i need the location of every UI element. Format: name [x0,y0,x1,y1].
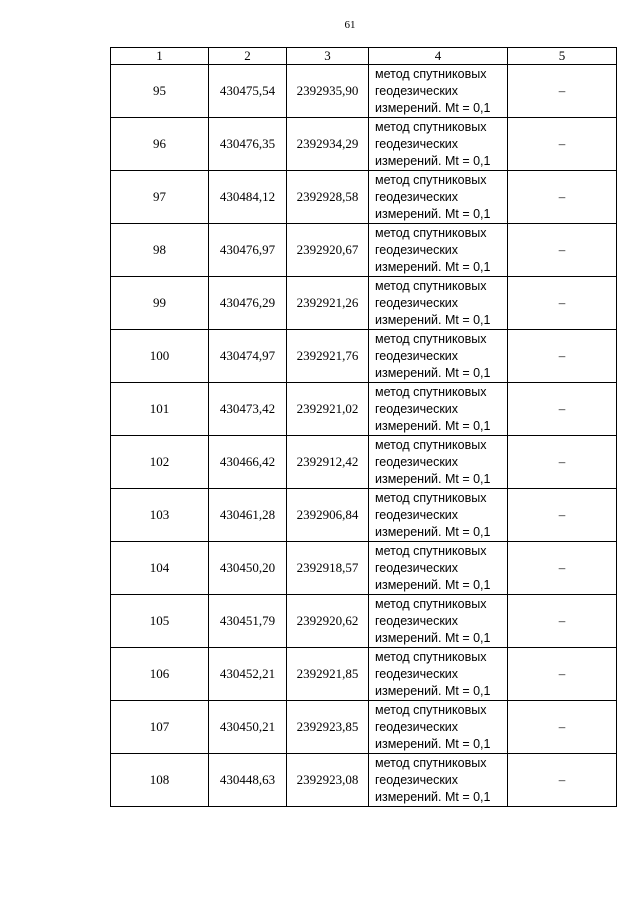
method-cell [369,754,508,807]
col5-value: – [508,330,617,383]
coord-y: 2392921,02 [287,383,369,436]
table-row [111,171,617,224]
method-line: метод спутниковых [375,384,487,399]
col5-value: – [508,648,617,701]
method-line: геодезических [375,454,459,469]
table-row [111,383,617,436]
method-line: геодезических [375,401,459,416]
coord-x: 430476,97 [209,224,287,277]
method-line: измерений. Mt = 0,1 [375,789,491,804]
method-cell [369,436,508,489]
point-number: 97 [111,171,209,224]
method-line: измерений. Mt = 0,1 [375,471,491,486]
table-row [111,489,617,542]
method-line: измерений. Mt = 0,1 [375,736,491,751]
method-line: геодезических [375,348,459,363]
table-row [111,754,617,807]
method-line: геодезических [375,719,459,734]
method-line: метод спутниковых [375,596,487,611]
col5-value: – [508,171,617,224]
method-line: геодезических [375,507,459,522]
coord-x: 430476,35 [209,118,287,171]
method-cell [369,330,508,383]
coord-y: 2392920,62 [287,595,369,648]
coord-y: 2392921,26 [287,277,369,330]
method-line: измерений. Mt = 0,1 [375,259,491,274]
method-line: метод спутниковых [375,437,487,452]
coord-y: 2392920,67 [287,224,369,277]
point-number: 106 [111,648,209,701]
method-line: метод спутниковых [375,172,487,187]
col5-value: – [508,436,617,489]
method-line: измерений. Mt = 0,1 [375,153,491,168]
method-line: измерений. Mt = 0,1 [375,418,491,433]
table-row [111,224,617,277]
table-row [111,701,617,754]
method-line: геодезических [375,613,459,628]
method-line: геодезических [375,295,459,310]
method-line: геодезических [375,772,459,787]
table-row [111,65,617,118]
method-line: геодезических [375,242,459,257]
method-cell [369,542,508,595]
coord-x: 430474,97 [209,330,287,383]
method-line: метод спутниковых [375,331,487,346]
coord-x: 430450,20 [209,542,287,595]
table-row [111,595,617,648]
coord-x: 430484,12 [209,171,287,224]
method-line: геодезических [375,136,459,151]
col5-value: – [508,754,617,807]
col5-value: – [508,489,617,542]
method-line: метод спутниковых [375,755,487,770]
point-number: 107 [111,701,209,754]
coordinates-table [110,47,617,807]
point-number: 104 [111,542,209,595]
method-line: измерений. Mt = 0,1 [375,630,491,645]
table-row [111,330,617,383]
header-col-2: 2 [209,48,287,65]
coord-x: 430451,79 [209,595,287,648]
coord-y: 2392923,85 [287,701,369,754]
method-cell [369,489,508,542]
col5-value: – [508,595,617,648]
header-col-3: 3 [287,48,369,65]
method-cell [369,383,508,436]
col5-value: – [508,118,617,171]
method-line: измерений. Mt = 0,1 [375,206,491,221]
coord-x: 430475,54 [209,65,287,118]
method-line: измерений. Mt = 0,1 [375,683,491,698]
coord-y: 2392934,29 [287,118,369,171]
coord-y: 2392935,90 [287,65,369,118]
method-line: метод спутниковых [375,702,487,717]
col5-value: – [508,383,617,436]
point-number: 102 [111,436,209,489]
col5-value: – [508,542,617,595]
method-line: геодезических [375,83,459,98]
coord-y: 2392912,42 [287,436,369,489]
method-line: метод спутниковых [375,225,487,240]
method-cell [369,701,508,754]
point-number: 101 [111,383,209,436]
table-row [111,648,617,701]
method-line: метод спутниковых [375,278,487,293]
header-col-5: 5 [508,48,617,65]
method-cell [369,65,508,118]
method-line: метод спутниковых [375,119,487,134]
method-cell [369,171,508,224]
method-line: метод спутниковых [375,66,487,81]
coord-x: 430450,21 [209,701,287,754]
coord-x: 430452,21 [209,648,287,701]
point-number: 100 [111,330,209,383]
coord-x: 430461,28 [209,489,287,542]
point-number: 108 [111,754,209,807]
col5-value: – [508,224,617,277]
method-line: геодезических [375,189,459,204]
col5-value: – [508,277,617,330]
coord-y: 2392921,76 [287,330,369,383]
table-row [111,436,617,489]
method-line: метод спутниковых [375,490,487,505]
method-line: измерений. Mt = 0,1 [375,524,491,539]
table-header [111,48,617,65]
header-col-4: 4 [369,48,508,65]
method-cell [369,118,508,171]
coord-y: 2392921,85 [287,648,369,701]
method-cell [369,224,508,277]
coord-x: 430448,63 [209,754,287,807]
point-number: 105 [111,595,209,648]
table-row [111,277,617,330]
page-number: 61 [344,19,356,31]
header-col-1: 1 [111,48,209,65]
coord-x: 430476,29 [209,277,287,330]
coord-y: 2392923,08 [287,754,369,807]
coord-y: 2392906,84 [287,489,369,542]
coord-x: 430473,42 [209,383,287,436]
col5-value: – [508,65,617,118]
method-line: метод спутниковых [375,649,487,664]
col5-value: – [508,701,617,754]
point-number: 95 [111,65,209,118]
method-line: измерений. Mt = 0,1 [375,312,491,327]
point-number: 98 [111,224,209,277]
point-number: 99 [111,277,209,330]
coord-x: 430466,42 [209,436,287,489]
table-row [111,542,617,595]
method-line: измерений. Mt = 0,1 [375,577,491,592]
table-body [111,65,617,807]
coord-y: 2392918,57 [287,542,369,595]
method-cell [369,648,508,701]
coord-y: 2392928,58 [287,171,369,224]
method-line: метод спутниковых [375,543,487,558]
table-row [111,118,617,171]
point-number: 103 [111,489,209,542]
method-line: геодезических [375,560,459,575]
method-cell [369,277,508,330]
header-row [111,48,617,65]
point-number: 96 [111,118,209,171]
method-cell [369,595,508,648]
method-line: геодезических [375,666,459,681]
method-line: измерений. Mt = 0,1 [375,365,491,380]
method-line: измерений. Mt = 0,1 [375,100,491,115]
